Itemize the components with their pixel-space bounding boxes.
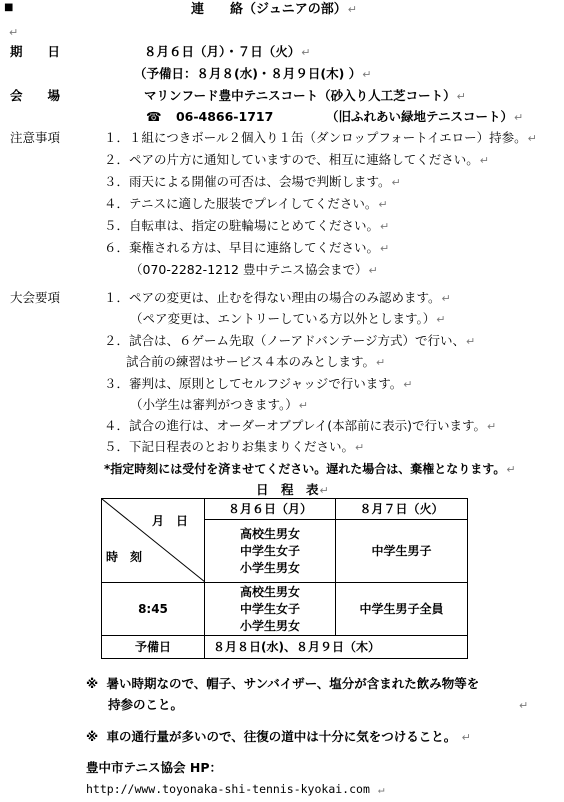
schedule-reserve-row xyxy=(102,636,468,659)
note-item-1: １．１組につきボール２個入り１缶（ダンロップフォートイエロー）持参。 xyxy=(104,130,527,145)
venue-phone: 06-4866-1717 xyxy=(175,109,274,124)
note-item-2: ２．ペアの片方に通知していますので、相互に連絡してください。 xyxy=(104,152,479,167)
note-contact xyxy=(130,262,378,279)
upper-day1-line: 高校生男女 xyxy=(239,526,300,541)
note-item xyxy=(104,196,388,213)
footnote-2-line1: 車の通行量が多いので、往復の道中は十分に気をつけること。 xyxy=(106,729,457,744)
day2-cell: 中学生男子全員 xyxy=(336,583,468,636)
schedule-table xyxy=(101,498,468,659)
note-item xyxy=(104,152,489,169)
rule-item-2: ２．試合は、６ゲーム先取（ノーアドバンテージ方式）で行い、 xyxy=(104,333,466,348)
period-reserve-text: （予備日：８月８(水)・８月９日(木) ） xyxy=(134,66,362,81)
note-contact-text: （070-2282-1212 豊中テニス協会まで） xyxy=(130,262,368,277)
rules-warning xyxy=(104,461,516,478)
rule-item xyxy=(104,376,412,393)
rule-item xyxy=(104,333,475,350)
venue-name-text: マリンフード豊中テニスコート（砂入り人工芝コート） xyxy=(144,88,456,103)
corner-diagonal xyxy=(102,499,204,582)
rule-item-4: ４．試合の進行は、オーダーオブプレイ(本部前に表示)で行います。 xyxy=(104,418,487,433)
association-label: 豊中市テニス協会 HP： xyxy=(86,760,222,775)
venue-name xyxy=(144,88,466,105)
note-item-6: ６．棄権される方は、早目に連絡してください。 xyxy=(104,240,380,255)
day1-line: 中学生女子 xyxy=(239,601,300,616)
rule-item-1-sub: （ペア変更は、エントリーしている方以外とします。） xyxy=(130,311,436,326)
rule-item xyxy=(104,439,364,456)
note-item-3: ３．雨天による開催の可否は、会場で判断します。 xyxy=(104,174,391,189)
venue-alt-name xyxy=(326,109,523,126)
schedule-time-row xyxy=(102,583,468,636)
rule-item-1: １．ペアの変更は、止むを得ない理由の場合のみ認めます。 xyxy=(104,290,441,305)
title-text: 連 絡（ジュニアの部） xyxy=(191,2,347,17)
period-reserve xyxy=(134,66,371,83)
period-label: 期 日 xyxy=(10,44,61,59)
note-item xyxy=(104,130,537,147)
note-item-4: ４．テニスに適した服装でプレイしてください。 xyxy=(104,196,378,211)
venue-label: 会 場 xyxy=(10,88,61,103)
day1-line: 高校生男女 xyxy=(239,584,300,599)
footnote-mark: ※ xyxy=(86,729,99,744)
time-cell: 8:45 xyxy=(102,583,205,636)
corner-time-label: 時 刻 xyxy=(106,550,143,564)
footnote-mark: ※ xyxy=(86,676,99,691)
schedule-caption xyxy=(256,482,329,499)
note-item xyxy=(104,174,401,191)
rule-item xyxy=(126,354,385,371)
note-item xyxy=(104,218,389,235)
header-day1: ８月６日（月） xyxy=(205,499,336,520)
paragraph-mark: ↵ xyxy=(519,699,529,712)
note-item-5: ５．自転車は、指定の駐輪場にとめてください。 xyxy=(104,218,380,233)
corner-cell xyxy=(102,499,205,583)
upper-day1-cell xyxy=(205,520,336,583)
corner-day-label: 月 日 xyxy=(152,514,189,528)
reserve-label-cell: 予備日 xyxy=(102,636,205,659)
note-item xyxy=(104,240,389,257)
reserve-value-cell: ８月８日(水)、８月９日（木） xyxy=(205,636,468,659)
rule-item xyxy=(104,290,451,307)
notes-label: 注意事項 xyxy=(10,130,61,145)
period-value xyxy=(144,44,310,61)
rule-item xyxy=(104,418,496,435)
schedule-header-row xyxy=(102,499,468,520)
diagonal-line xyxy=(102,499,205,582)
period-value-text: ８月６日（月）・７日（火） xyxy=(144,44,301,59)
rule-item-5: ５．下記日程表のとおりお集まりください。 xyxy=(104,439,355,454)
association-url-line xyxy=(86,781,384,798)
footnote-1-line1: 暑い時期なので、帽子、サンバイザー、塩分が含まれた飲み物等を xyxy=(106,676,480,691)
rule-item xyxy=(130,397,308,414)
day1-line: 小学生男女 xyxy=(239,618,300,633)
footnote-2 xyxy=(86,729,471,746)
venue-alt-name-text: （旧ふれあい緑地テニスコート） xyxy=(326,109,514,124)
schedule-caption-text: 日 程 表 xyxy=(256,482,319,497)
paragraph-mark: ↵ xyxy=(9,26,19,39)
upper-day1-line: 中学生女子 xyxy=(239,543,300,558)
rule-item-3: ３．審判は、原則としてセルフジャッジで行います。 xyxy=(104,376,403,391)
footnote-1 xyxy=(86,676,479,692)
upper-day1-line: 小学生男女 xyxy=(239,560,300,575)
day1-cell xyxy=(205,583,336,636)
header-day2: ８月７日（火） xyxy=(336,499,468,520)
upper-day2-cell: 中学生男子 xyxy=(336,520,468,583)
footnote-1-cont xyxy=(108,697,183,713)
footnote-1-line2: 持参のこと。 xyxy=(108,697,184,712)
rules-label: 大会要項 xyxy=(10,290,61,305)
association-url[interactable]: http://www.toyonaka-shi-tennis-kyokai.com xyxy=(86,782,370,796)
phone-icon: ☎ xyxy=(146,109,162,124)
document-title xyxy=(191,2,357,18)
rule-item xyxy=(130,311,445,328)
rules-warning-text: *指定時刻には受付を済ませてください。遅れた場合は、棄権となります。 xyxy=(104,462,506,476)
rule-item-2-sub: 試合前の練習はサービス４本のみとします。 xyxy=(126,354,376,369)
paragraph-bullet: ■ xyxy=(4,2,14,13)
venue-phone-line xyxy=(146,109,273,125)
rule-item-3-sub: （小学生は審判がつきます。） xyxy=(130,397,298,412)
